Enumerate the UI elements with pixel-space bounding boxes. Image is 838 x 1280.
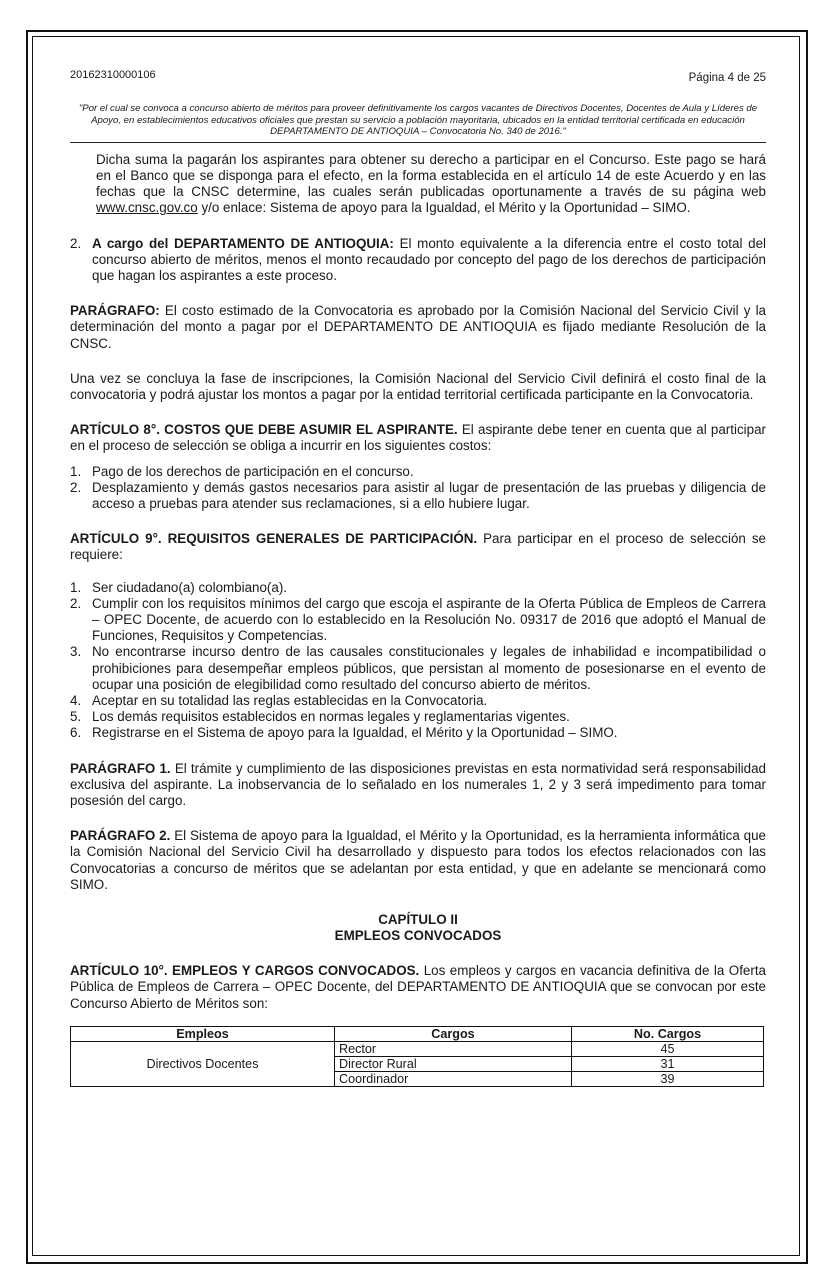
list-item: 6. Registrarse en el Sistema de apoyo para la Igualdad, el Mérito y la Oportunidad – SIMO. — [70, 725, 618, 741]
paragrafo-1: PARÁGRAFO 1. El trámite y cumplimiento de las disposiciones previstas en esta normatividad será responsabilidad exclusiva del aspirante. La inobservancia de lo señalado en los numerales 1, 2 y 3 será impedimento para tomar posesión del cargo. — [70, 760, 766, 809]
list-item: 4. Aceptar en su totalidad las reglas establecidas en la Convocatoria. — [70, 693, 488, 709]
article-8-list — [70, 464, 766, 513]
table-header-row — [71, 1026, 764, 1041]
header-cargos: Cargos — [335, 1026, 572, 1041]
page-number: Página 4 de 25 — [688, 72, 766, 84]
cargo-cell: Director Rural — [335, 1056, 572, 1071]
list-item: 1. Ser ciudadano(a) colombiano(a). — [70, 579, 288, 595]
empleo-group: Directivos Docentes — [71, 1041, 335, 1086]
chapter-heading: CAPÍTULO II EMPLEOS CONVOCADOS — [334, 912, 502, 944]
count-cell: 39 — [572, 1071, 764, 1086]
paragrafo-2: PARÁGRAFO 2. El Sistema de apoyo para la Igualdad, el Mérito y la Oportunidad, es la herramienta informática que la Comisión Nacional del Servicio Civil ha desarrollado y dispuesto para todos los efectos relacionados con las Convocatorias a concurso de méritos que se adelantan por esta entidad, y que en adelante se mencionará como SIMO. — [70, 828, 766, 892]
list-item: 2. Desplazamiento y demás gastos necesarios para asistir al lugar de presentación de las pruebas y diligencia de acceso a pruebas para atender sus reclamaciones, si a ello hubiere lugar. — [70, 479, 766, 512]
page-header — [70, 68, 766, 85]
list-item: 5. Los demás requisitos establecidos en normas legales y reglamentarias vigentes. — [70, 709, 570, 725]
item-2-departamento: 2. A cargo del DEPARTAMENTO DE ANTIOQUIA: El monto equivalente a la diferencia entre el costo total del concurso abierto de méritos, menos el monto recaudado por concepto del pago de los derechos de participación que hagan los aspirantes a este proceso. — [70, 235, 766, 283]
header-empleos: Empleos — [71, 1026, 335, 1041]
table-row — [71, 1041, 764, 1056]
article-9: ARTÍCULO 9°. REQUISITOS GENERALES DE PARTICIPACIÓN. Para participar en el proceso de selección se requiere: — [70, 531, 766, 563]
inscripciones-paragraph: Una vez se concluya la fase de inscripciones, la Comisión Nacional del Servicio Civil definirá el costo final de la convocatoria y podrá ajustar los montos a pagar por la entidad territorial certificada participante en la Convocatoria. — [70, 370, 766, 403]
cargo-cell: Coordinador — [335, 1071, 572, 1086]
document-page — [70, 68, 766, 1087]
header-rule — [70, 142, 766, 143]
cargo-cell: Rector — [335, 1041, 572, 1056]
document-number: 20162310000106 — [70, 69, 156, 81]
list-item: 2. Cumplir con los requisitos mínimos del cargo que escoja el aspirante de la Oferta Pública de Empleos de Carrera – OPEC Docente, de acuerdo con lo establecido en la Resolución No. 09317 de 2016 que adoptó el Manual de Funciones, Requisitos y Competencias. — [70, 595, 766, 644]
article-10: ARTÍCULO 10°. EMPLEOS Y CARGOS CONVOCADOS. Los empleos y cargos en vacancia definitiva de la Oferta Pública de Empleos de Carrera – OPEC Docente, del DEPARTAMENTO DE ANTIOQUIA que se convocan por este Concurso Abierto de Méritos son: — [70, 963, 766, 1011]
cnsc-website-link[interactable]: www.cnsc.gov.co — [96, 200, 198, 216]
document-subtitle: "Por el cual se convoca a concurso abierto de méritos para proveer definitivamente los cargos vacantes de Directivos Docentes, Docentes de Aula y Líderes de Apoyo, en establecimientos educativos oficiales que prestan su servicio a población mayoritaria, ubicados en la entidad territorial certificada en educación DEPARTAMENTO DE ANTIOQUIA – Convocatoria No. 340 de 2016." — [78, 103, 758, 138]
article-9-list — [70, 580, 766, 742]
jobs-table — [70, 1026, 764, 1087]
document-body — [70, 152, 766, 1087]
header-no-cargos: No. Cargos — [572, 1026, 764, 1041]
list-item: 3. No encontrarse incurso dentro de las causales constitucionales y legales de inhabilidad e incompatibilidad o prohibiciones para desempeñar empleos públicos, que persistan al momento de posesionarse en el evento de ocupar una posición de elegibilidad como resultado del concurso abierto de méritos. — [70, 644, 766, 692]
article-8: ARTÍCULO 8°. COSTOS QUE DEBE ASUMIR EL ASPIRANTE. El aspirante debe tener en cuenta que al participar en el proceso de selección se obliga a incurrir en los siguientes costos: — [70, 422, 766, 454]
list-item: 1. Pago de los derechos de participación en el concurso. — [70, 463, 414, 479]
count-cell: 45 — [572, 1041, 764, 1056]
intro-paragraph: Dicha suma la pagarán los aspirantes para obtener su derecho a participar en el Concurso. Este pago se hará en el Banco que se disponga para el efecto, en la forma establecida en el artículo 14 de este Acuerdo y en las fechas que la CNSC determine, las cuales serán publicadas oportunamente a través de su página web www.cnsc.gov.co y/o enlace: Sistema de apoyo para la Igualdad, el Mérito y la Oportunidad – SIMO. — [96, 151, 766, 216]
paragrafo: PARÁGRAFO: El costo estimado de la Convocatoria es aprobado por la Comisión Nacional del Servicio Civil y la determinación del monto a pagar por el DEPARTAMENTO DE ANTIOQUIA es fijado mediante Resolución de la CNSC. — [70, 303, 766, 351]
count-cell: 31 — [572, 1056, 764, 1071]
